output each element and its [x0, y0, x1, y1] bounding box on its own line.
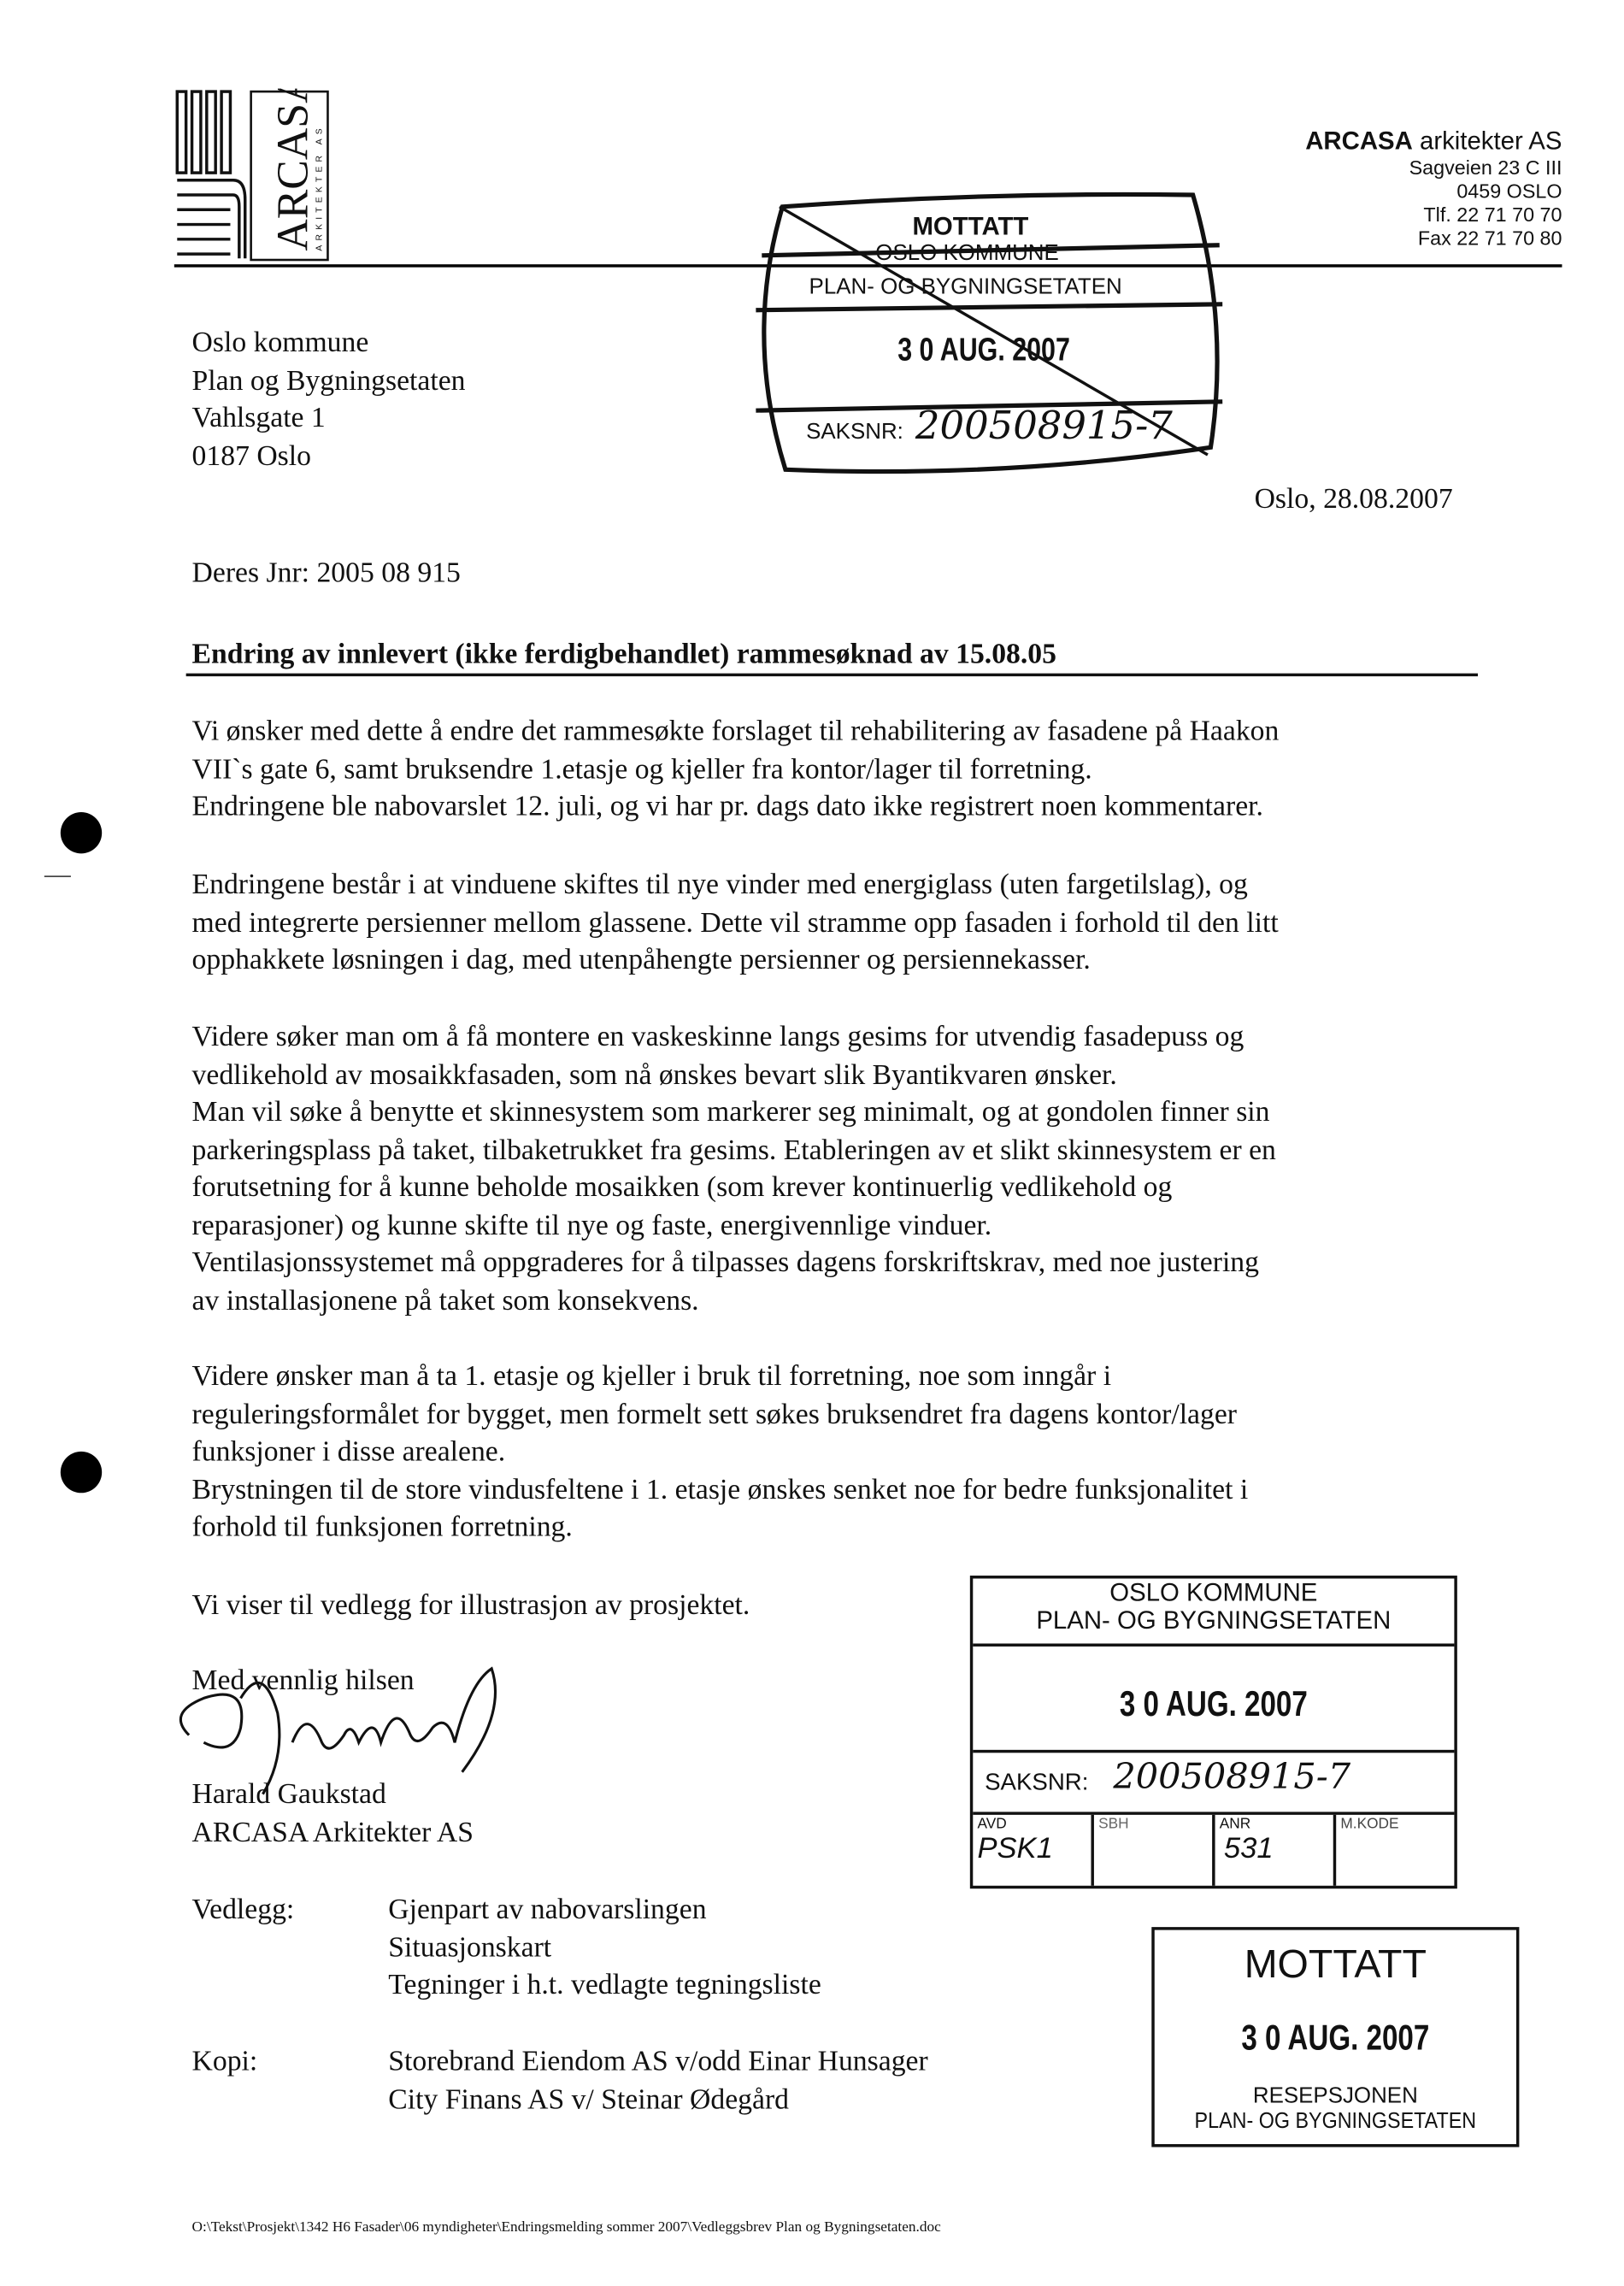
paragraph-3: Videre søker man om å få montere en vaskeskinne langs gesims for utvendig fasadepuss og vedlikehold av mosaikkfasaden, som nå ønskes bevart slik Byantikvaren ønsker. Man vil søke å benytte et skinnesystem som markerer seg minimalt, og at gondolen finner sin parkeringsplass på taket, tilbaketrukket fra gesims. Etableringen av et slikt skinnesystem er en forutsetning for å kunne beholde mosaikken (som krever kontinuerlig vedlikehold og reparasjoner) og kunne skifte til nye og faste, energivennlige vinduer. Ventilasjonssystemet må oppgraderes for å tilpasses dagens forskriftskrav, med noe justering av installasjonene på taket som konsekvens. [191, 1022, 1276, 1317]
letterhead-address [1305, 127, 1562, 251]
cell-mkode: M.KODE [1340, 1816, 1399, 1833]
saksnr-handwritten: 200508915-7 [1113, 1755, 1351, 1798]
attachments-label: Vedlegg: [191, 1894, 295, 1926]
reference-number: Deres Jnr: 2005 08 915 [191, 557, 461, 590]
phone: Tlf. 22 71 70 70 [1423, 203, 1562, 227]
arcasa-logo [174, 89, 331, 263]
cell-anr: ANR 531 [1215, 1815, 1337, 1886]
stamp-date: 3 0 AUG. 2007 [1119, 1684, 1308, 1725]
reception-stamp: MOTTATT 3 0 AUG. 2007 RESEPSJONEN PLAN- OG BYGNINGSETATEN [1151, 1927, 1519, 2147]
svg-text:ARKITEKTER AS: ARKITEKTER AS [315, 124, 325, 251]
stamp-cells [973, 1815, 1454, 1886]
copy-list: Storebrand Eiendom AS v/odd Einar Hunsager City Finans AS v/ Steinar Ødegård [388, 2047, 928, 2116]
received-stamp-round: MOTTATT OSLO KOMMUNE PLAN- OG BYGNINGSETATEN 3 0 AUG. 2007 SAKSNR: 200508915-7 [750, 189, 1231, 475]
subject-line: Endring av innlevert (ikke ferdigbehandlet) rammesøknad av 15.08.05 [191, 639, 1056, 671]
fold-mark [44, 875, 71, 877]
signatory-company: ARCASA Arkitekter AS [191, 1818, 474, 1849]
closing-greeting: Med vennlig hilsen [191, 1665, 415, 1697]
paragraph-5: Vi viser til vedlegg for illustrasjon av prosjektet. [191, 1590, 750, 1622]
recipient-address: Oslo kommune Plan og Bygningsetaten Vahlsgate 1 0187 Oslo [191, 327, 466, 472]
signatory-name: Harald Gaukstad [191, 1779, 386, 1811]
punch-hole [61, 1452, 102, 1493]
fax: Fax 22 71 70 80 [1417, 227, 1562, 250]
attachments-list: Gjenpart av nabovarslingen Situasjonskart Tegninger i h.t. vedlagte tegningsliste [388, 1894, 821, 2001]
subject-rule [186, 674, 1478, 676]
paragraph-4: Videre ønsker man å ta 1. etasje og kjeller i bruk til forretning, noe som inngår i reguleringsformålet for bygget, men formelt sett søkes bruksendret fra dagens kontor/lager funksjoner i disse arealene. Brystningen til de store vindusfeltene i 1. etasje ønskes senket noe for bedre funksjonalitet i forhold til funksjonen forretning. [191, 1361, 1249, 1544]
firm-name: ARCASA arkitekter AS [1305, 127, 1562, 156]
copy-label: Kopi: [191, 2047, 258, 2078]
postcode: 0459 OSLO [1456, 180, 1562, 203]
paragraph-1: Vi ønsker med dette å endre det rammesøkte forslaget til rehabilitering av fasadene på Haakon VII`s gate 6, samt bruksendre 1.etasje og kjeller fra kontor/lager til forretning. Endringene ble nabovarslet 12. juli, og vi har pr. dags dato ikke registrert noen kommentarer. [191, 716, 1280, 823]
logo-text: ARCASA [268, 88, 318, 251]
cell-avd: AVD PSK1 [973, 1815, 1094, 1886]
cell-sbh: SBH [1094, 1815, 1215, 1886]
footer-file-path: O:\Tekst\Prosjekt\1342 H6 Fasader\06 myndigheter\Endringsmelding sommer 2007\Vedleggsbrev Plan og Bygningsetaten.doc [191, 2219, 941, 2236]
punch-hole [61, 812, 102, 853]
stamp-org: OSLO KOMMUNE PLAN- OG BYGNINGSETATEN [1036, 1578, 1392, 1635]
letter-date: Oslo, 28.08.2007 [1254, 484, 1453, 516]
received-stamp-box: OSLO KOMMUNE PLAN- OG BYGNINGSETATEN 3 0 AUG. 2007 SAKSNR: 200508915-7 AVD PSK1 SBH ANR 531 M.KODE [970, 1576, 1457, 1888]
street: Sagveien 23 C III [1409, 156, 1562, 180]
paragraph-2: Endringene består i at vinduene skiftes til nye vinder med energiglass (uten fargetilslag), og med integrerte persienner mellom glassene. Dette vil stramme opp fasaden i forhold til den litt opphakkete løsningen i dag, med utenpåhengte persienner og persiennekasser. [191, 869, 1279, 976]
